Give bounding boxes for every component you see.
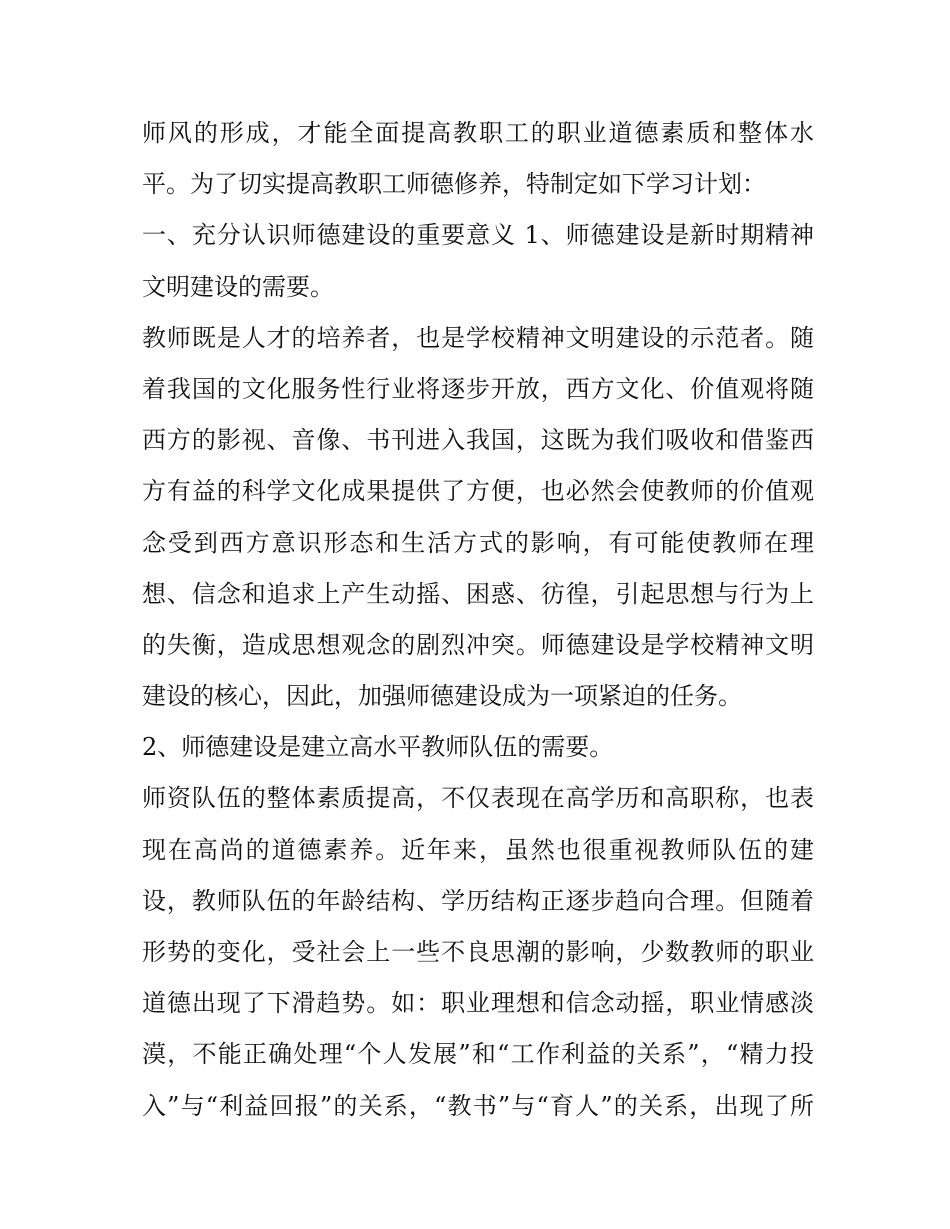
text-line: 现在高尚的道德素养。近年来，虽然也很重视教师队伍的建 <box>142 835 814 864</box>
text-line: 教师既是人才的培养者，也是学校精神文明建设的示范者。随 <box>142 323 814 352</box>
text-line: 建设的核心，因此，加强师德建设成为一项紧迫的任务。 <box>142 682 742 711</box>
text-line: 方有益的科学文化成果提供了方便，也必然会使教师的价值观 <box>142 477 814 506</box>
text-line: 一、充分认识师德建设的重要意义 1、师德建设是新时期精神 <box>142 221 814 250</box>
text-line: 的失衡，造成思想观念的剧烈冲突。师德建设是学校精神文明 <box>142 630 814 659</box>
text-line: 想、信念和追求上产生动摇、困惑、彷徨，引起思想与行为上 <box>142 579 814 608</box>
text-line: 师资队伍的整体素质提高，不仅表现在高学历和高职称，也表 <box>142 784 814 813</box>
text-line: 平。为了切实提高教职工师德修养，特制定如下学习计划： <box>142 170 766 199</box>
text-line: 师风的形成，才能全面提高教职工的职业道德素质和整体水 <box>142 119 814 147</box>
text-line: 西方的影视、音像、书刊进入我国，这既为我们吸收和借鉴西 <box>142 426 814 455</box>
text-line: 漠，不能正确处理“个人发展”和“工作利益的关系”，“精力投 <box>142 1040 814 1069</box>
text-line: 念受到西方意识形态和生活方式的影响，有可能使教师在理 <box>142 528 814 557</box>
text-line: 设，教师队伍的年龄结构、学历结构正逐步趋向合理。但随着 <box>142 886 814 915</box>
text-line: 着我国的文化服务性行业将逐步开放，西方文化、价值观将随 <box>142 374 814 403</box>
text-line: 2、师德建设是建立高水平教师队伍的需要。 <box>142 733 614 762</box>
body-text <box>142 108 814 1132</box>
text-line: 道德出现了下滑趋势。如：职业理想和信念动摇，职业情感淡 <box>142 989 814 1018</box>
text-line: 形势的变化，受社会上一些不良思潮的影响，少数教师的职业 <box>142 938 814 966</box>
text-line: 文明建设的需要。 <box>142 272 334 301</box>
text-line: 入”与“利益回报”的关系，“教书”与“育人”的关系，出现了所 <box>142 1091 814 1120</box>
